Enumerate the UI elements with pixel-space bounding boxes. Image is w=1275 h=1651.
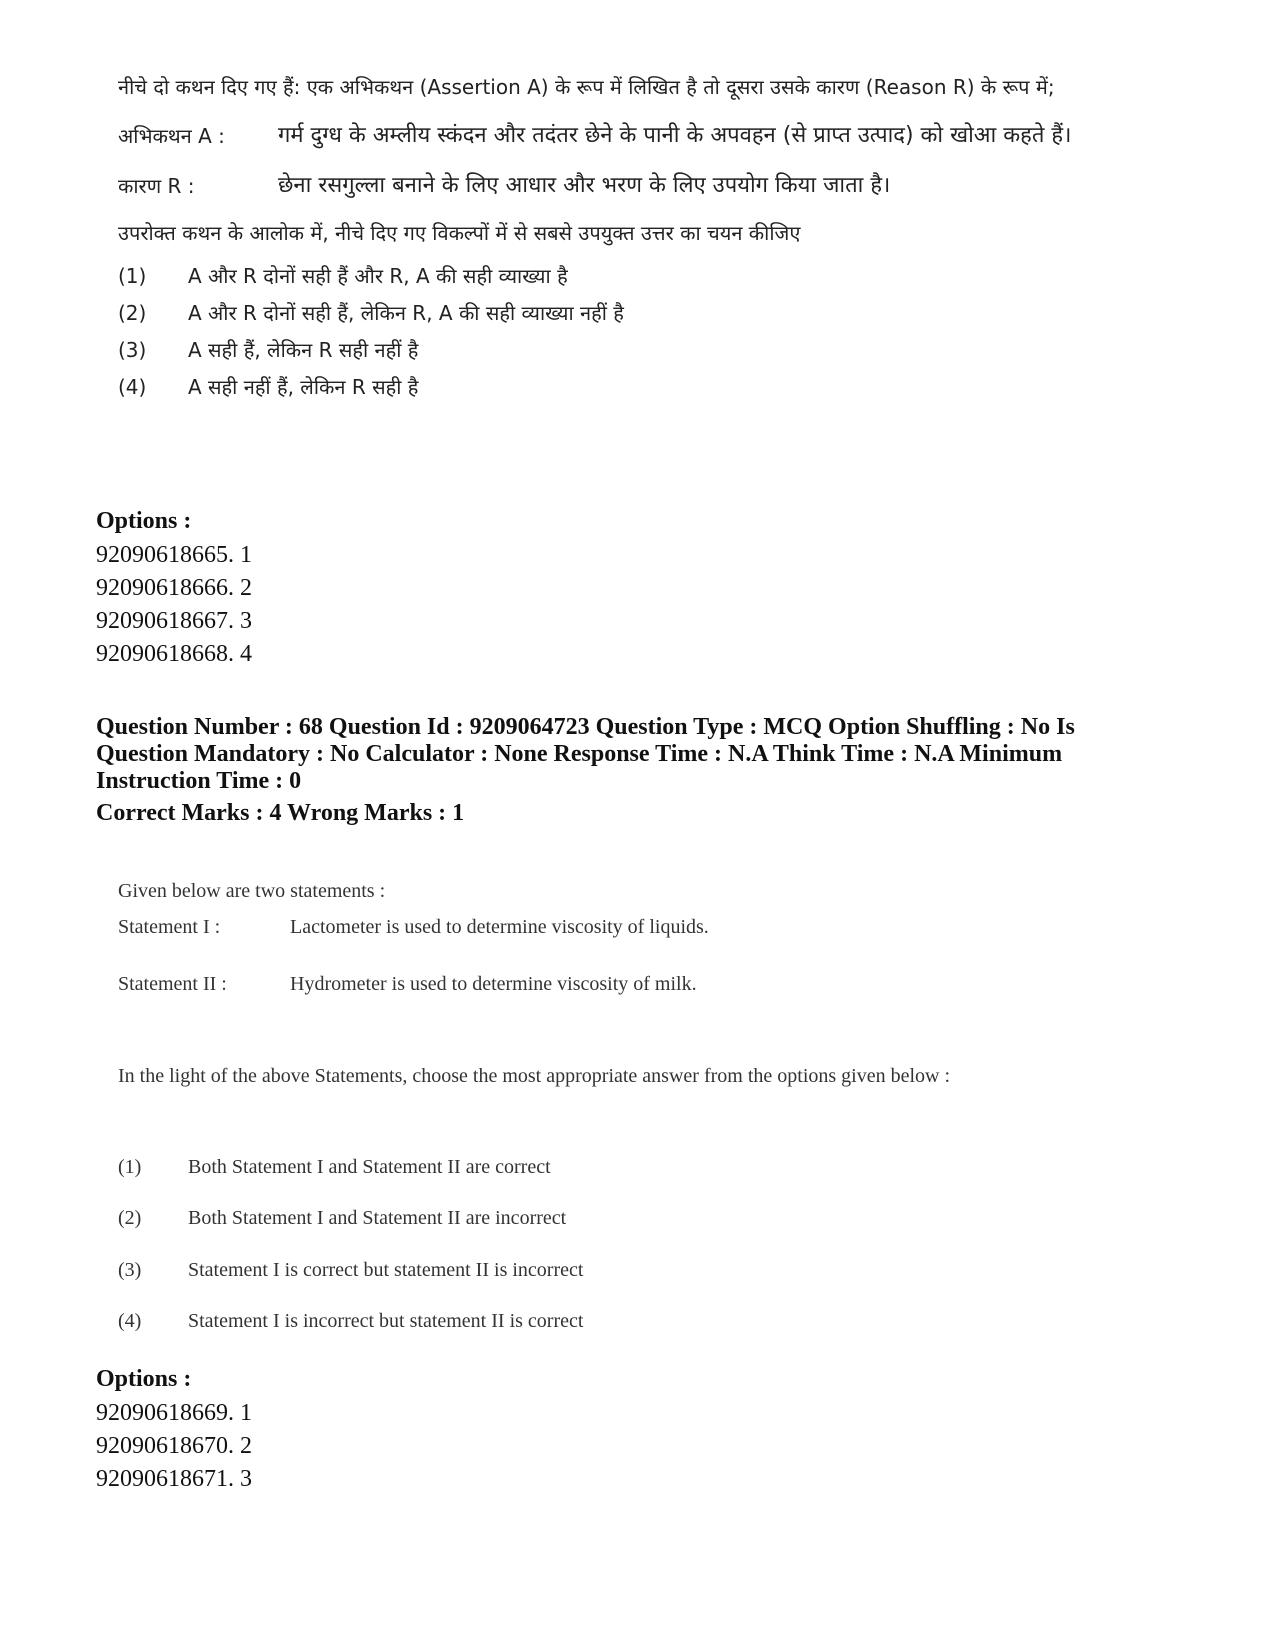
english-choice [118,1156,551,1179]
english-choice [118,1259,583,1282]
choice-number: (4) [118,375,147,399]
english-instruction: In the light of the above Statements, choose the most appropriate answer from the options given below : [118,1065,951,1087]
option-id: 92090618670. 2 [96,1433,252,1459]
english-choice [118,1310,583,1333]
option-id: 92090618669. 1 [96,1400,252,1426]
statement-2-row [118,973,697,996]
choice-text: A सही हैं, लेकिन R सही नहीं है [188,338,419,362]
marks-line: Correct Marks : 4 Wrong Marks : 1 [96,800,465,826]
assertion-label: अभिकथन A : [118,124,225,148]
question-meta [96,714,1196,795]
choice-number: (2) [118,301,147,325]
assertion-text: गर्म दुग्ध के अम्लीय स्कंदन और तदंतर छेने के पानी के अपवहन (से प्राप्त उत्पाद) को खोआ कहते हैं। [278,123,1072,148]
choice-number: (1) [118,1156,142,1178]
hindi-choice [118,258,1078,295]
reason-row [118,170,1078,202]
english-choice [118,1207,566,1230]
hindi-intro: नीचे दो कथन दिए गए हैं: एक अभिकथन (Assertion A) के रूप में लिखित है तो दूसरा उसके कारण (Reason R) के रूप में; [118,75,1055,99]
reason-text: छेना रसगुल्ला बनाने के लिए आधार और भरण के लिए उपयोग किया जाता है। [278,173,891,198]
hindi-question [118,72,1078,406]
hindi-choice [118,369,1078,406]
meta-line-1: Question Number : 68 Question Id : 9209064723 Question Type : MCQ Option Shuffling : No Is [96,714,1075,740]
statement-2-text: Hydrometer is used to determine viscosity of milk. [290,973,697,995]
option-id: 92090618671. 3 [96,1466,252,1492]
meta-line-2: Question Mandatory : No Calculator : None Response Time : N.A Think Time : N.A Minimum [96,741,1063,767]
choice-text: A और R दोनों सही हैं, लेकिन R, A की सही व्याख्या नहीं है [188,301,624,325]
assertion-row [118,120,1078,152]
option-id: 92090618665. 1 [96,542,252,568]
choice-text: A और R दोनों सही हैं और R, A की सही व्याख्या है [188,264,568,288]
statement-1-row [118,916,709,939]
options-heading: Options : [96,508,192,534]
choice-number: (2) [118,1207,142,1229]
choice-number: (3) [118,1259,142,1281]
hindi-instruction: उपरोक्त कथन के आलोक में, नीचे दिए गए विकल्पों में से सबसे उपयुक्त उत्तर का चयन कीजिए [118,221,801,245]
statement-2-label: Statement II : [118,973,227,995]
choice-number: (3) [118,338,147,362]
meta-line-3: Instruction Time : 0 [96,768,302,794]
hindi-choice [118,295,1078,332]
choice-text: Both Statement I and Statement II are correct [188,1156,551,1178]
choice-number: (4) [118,1310,142,1332]
choice-text: A सही नहीं हैं, लेकिन R सही है [188,375,419,399]
statement-1-text: Lactometer is used to determine viscosity of liquids. [290,916,709,938]
choice-number: (1) [118,264,147,288]
option-id: 92090618668. 4 [96,641,252,667]
reason-label: कारण R : [118,174,195,198]
english-intro: Given below are two statements : [118,880,386,902]
option-id: 92090618666. 2 [96,575,252,601]
options-heading: Options : [96,1366,192,1392]
choice-text: Statement I is incorrect but statement II is correct [188,1310,584,1332]
option-id: 92090618667. 3 [96,608,252,634]
choice-text: Both Statement I and Statement II are incorrect [188,1207,567,1229]
hindi-choices [118,258,1078,406]
choice-text: Statement I is correct but statement II is incorrect [188,1259,584,1281]
statement-1-label: Statement I : [118,916,221,938]
hindi-choice [118,332,1078,369]
